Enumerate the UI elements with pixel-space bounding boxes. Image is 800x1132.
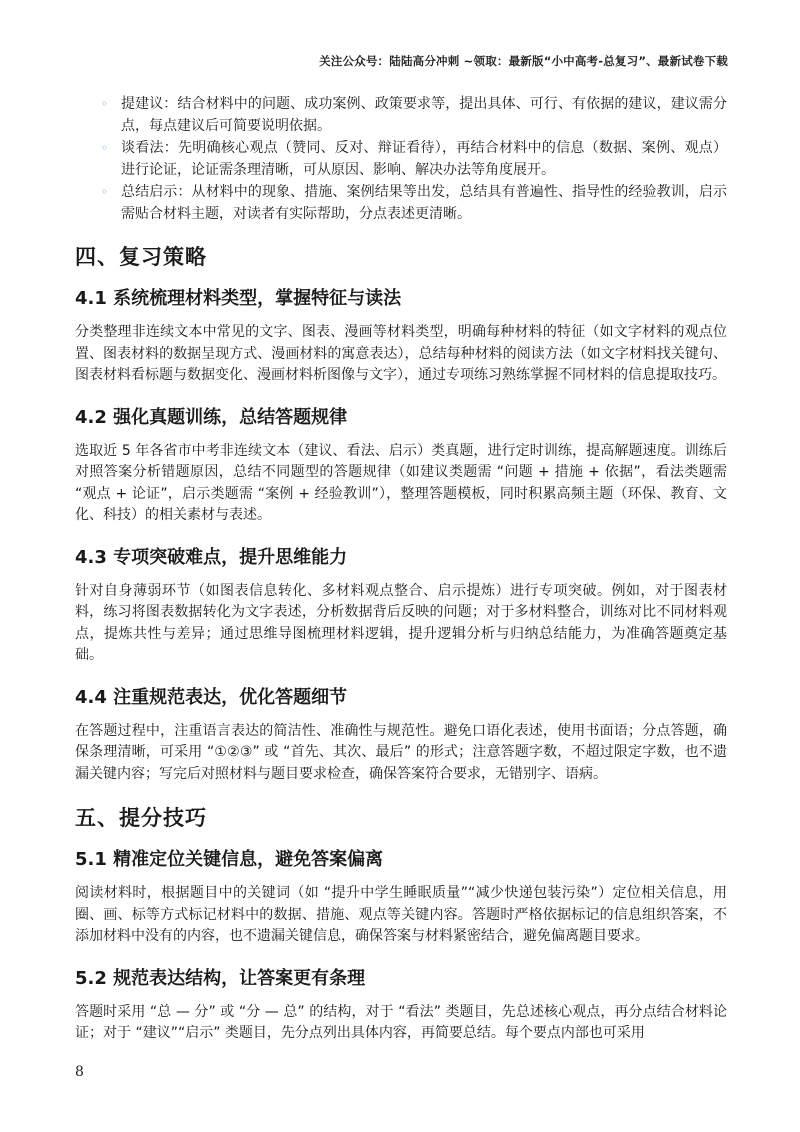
list-item: [75, 94, 727, 137]
page-header: 关注公众号：陆陆高分冲刺 ~领取：最新版“小中高考-总复习”、最新试卷下载: [319, 54, 728, 68]
bullet-text: 谈看法：先明确核心观点（赞同、反对、辩证看待），再结合材料中的信息（数据、案例、观点）进行论证，论证需条理清晰，可从原因、影响、解决办法等角度展开。: [121, 140, 727, 178]
subsection-heading: 5.1 精准定位关键信息，避免答案偏离: [75, 849, 384, 870]
subsection-heading: 4.2 强化真题训练，总结答题规律: [75, 406, 348, 428]
bullet-icon: ◦: [101, 141, 109, 155]
paragraph: 在答题过程中，注重语言表达的简洁性、准确性与规范性。避免口语化表述，使用书面语；分点答题，确保条理清晰，可采用 “①②③” 或 “首先、其次、最后” 的形式；注意答题字数，不超过限定字数，也不遗漏关键内容；写完后对照材料与题目要求检查，确保答案符合要求，无错别字、语病。: [75, 722, 727, 782]
page-number: 8: [75, 1064, 84, 1080]
section-heading: 四、复习策略: [75, 245, 207, 269]
paragraph: 分类整理非连续文本中常见的文字、图表、漫画等材料类型，明确每种材料的特征（如文字材料的观点位置、图表材料的数据呈现方式、漫画材料的寓意表达），总结每种材料的阅读方法（如文字材料找关键句、图表材料看标题与数据变化、漫画材料析图像与文字），通过专项练习熟练掌握不同材料的信息提取技巧。: [75, 324, 727, 383]
subsection-heading: 5.2 规范表达结构，让答案更有条理: [75, 967, 366, 989]
subsection-heading: 4.1 系统梳理材料类型，掌握特征与读法: [75, 288, 402, 309]
document-body: [75, 94, 727, 1063]
subsection-heading: 4.3 专项突破难点，提升思维能力: [75, 546, 348, 568]
list-item: [75, 182, 727, 225]
list-item: [75, 138, 727, 181]
paragraph: 针对自身薄弱环节（如图表信息转化、多材料观点整合、启示提炼）进行专项突破。例如，对于图表材料，练习将图表数据转化为文字表述，分析数据背后反映的问题；对于多材料整合，训练对比不同材料观点，提炼共性与差异；通过思维导图梳理材料逻辑，提升逻辑分析与归纳总结能力，为准确答题奠定基础。: [75, 582, 727, 663]
bullet-list: [75, 94, 727, 225]
section-heading: 五、提分技巧: [75, 806, 207, 830]
paragraph: 阅读材料时，根据题目中的关键词（如 “提升中学生睡眠质量”“减少快递包装污染”）定位相关信息，用圈、画、标等方式标记材料中的数据、措施、观点等关键内容。答题时严格依据标记的信息组织答案，不添加材料中没有的内容，也不遗漏关键信息，确保答案与材料紧密结合，避免偏离题目要求。: [75, 885, 727, 944]
bullet-text: 提建议：结合材料中的问题、成功案例、政策要求等，提出具体、可行、有依据的建议，建议需分点，每点建议后可简要说明依据。: [121, 96, 727, 134]
bullet-icon: ◦: [101, 185, 109, 199]
bullet-icon: ◦: [101, 97, 109, 111]
bullet-text: 总结启示：从材料中的现象、措施、案例结果等出发，总结具有普遍性、指导性的经验教训，启示需贴合材料主题，对读者有实际帮助，分点表述更清晰。: [121, 184, 727, 222]
subsection-heading: 4.4 注重规范表达，优化答题细节: [75, 686, 348, 708]
paragraph: 选取近 5 年各省市中考非连续文本（建议、看法、启示）类真题，进行定时训练，提高解题速度。训练后对照答案分析错题原因，总结不同题型的答题规律（如建议类题需 “问题 + 措施 + 依据”，看法类题需 “观点 + 论证”，启示类题需 “案例 + 经验教训”），整理答题模板，同时积累高频主题（环保、教育、文化、科技）的相关素材与表述。: [75, 442, 727, 523]
paragraph: 答题时采用 “总 — 分” 或 “分 — 总” 的结构，对于 “看法” 类题目，先总述核心观点，再分点结合材料论证；对于 “建议”“启示” 类题目，先分点列出具体内容，再简要总结。每个要点内部也可采用: [75, 1003, 727, 1041]
